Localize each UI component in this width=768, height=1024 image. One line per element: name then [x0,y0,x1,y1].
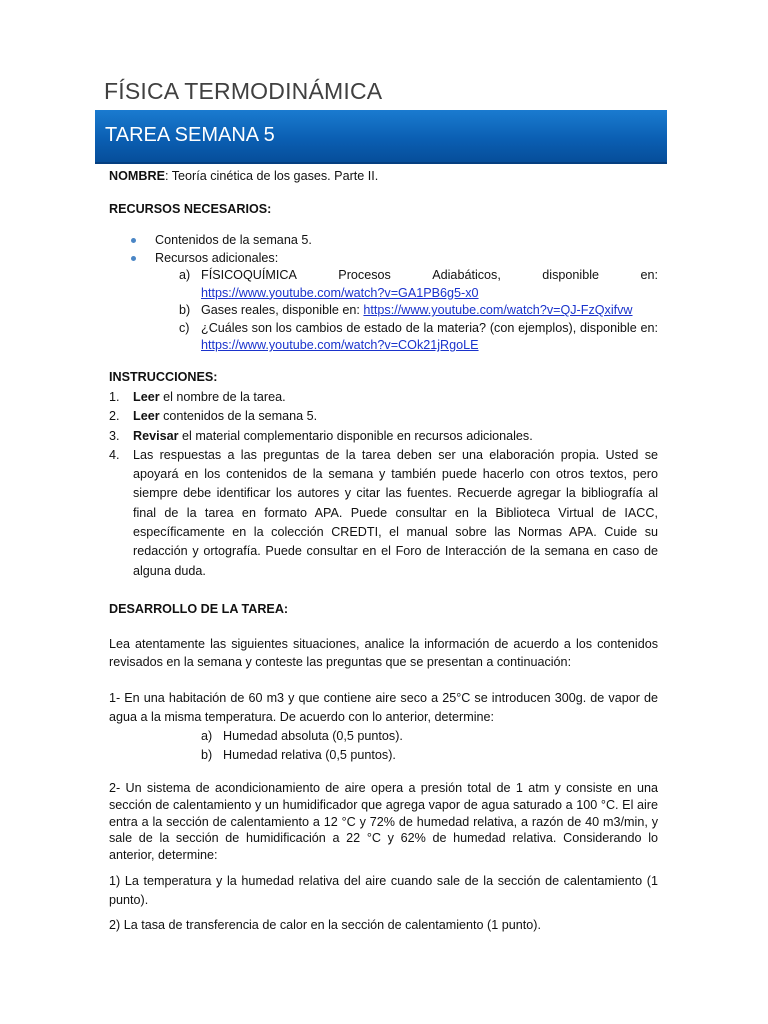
list-item [109,427,658,446]
word: en: [640,268,658,282]
item-marker: a) [201,729,213,744]
word: Procesos [338,268,391,282]
link-fisicoquimica[interactable]: https://www.youtube.com/watch?v=GA1PB6g5-x0 [201,285,479,300]
recursos-heading-text: RECURSOS NECESARIOS: [109,201,272,216]
recursos-list [109,232,658,267]
desarrollo-intro: Lea atentamente las siguientes situaciones, analice la información de acuerdo a los contenidos revisados en la semana y conteste las preguntas que se presentan a continuación: [109,637,658,669]
list-item [109,388,658,407]
instrucciones-heading-text: INSTRUCCIONES: [109,369,218,384]
bullet-text: Contenidos de la semana 5. [155,233,312,247]
question-2-item-1: 1) La temperatura y la humedad relativa del aire cuando sale de la sección de calentamiento (1 punto). [109,874,658,907]
list-item [179,267,658,302]
word: disponible [542,268,599,282]
item-marker: b) [179,303,191,317]
desarrollo-heading-text: DESARROLLO DE LA TAREA: [109,601,289,616]
nombre-label: NOMBRE [109,169,165,183]
item-bold: Leer [133,409,160,424]
item-text: Humedad relativa (0,5 puntos). [223,747,396,762]
item-bold: Revisar [133,428,179,443]
question-2-item-2: 2) La tasa de transferencia de calor en la sección de calentamiento (1 punto). [109,918,541,933]
document-body [109,168,658,935]
desarrollo-heading [109,601,658,619]
item-marker: 4. [109,447,120,462]
item-text: el nombre de la tarea. [159,390,286,404]
question-2: 2- Un sistema de acondicionamiento de aire opera a presión total de 1 atm y consiste en una sección de calentamiento y un humidificador que agrega vapor de agua saturado a 100 °C. El aire entra a la sección de calentamiento a 12 °C y 72% de humedad relativa, a razón de 40 m3/min, y sale de la sección de humidificación a 22 °C y 62% de humedad relativa. Considerando lo anterior, determine: [109,781,658,862]
page-title: FÍSICA TERMODINÁMICA [104,78,383,104]
item-text: Humedad absoluta (0,5 puntos). [223,729,403,744]
question-1-items [201,727,658,764]
item-a-text [201,267,658,285]
nombre-value: : Teoría cinética de los gases. Parte II. [164,169,379,183]
item-marker: 3. [109,428,120,443]
list-item [109,232,658,250]
item-text: contenidos de la semana 5. [159,409,318,424]
item-marker: c) [179,320,190,335]
bullet-icon [131,256,136,261]
word: FÍSICOQUÍMICA [201,268,297,282]
item-bold: Leer [133,390,160,404]
item-text: el material complementario disponible en recursos adicionales. [178,428,533,443]
word: Adiabáticos, [432,268,501,282]
item-marker: a) [179,268,191,282]
item-marker: 2. [109,409,120,424]
list-item [109,250,658,268]
item-text: ¿Cuáles son los cambios de estado de la materia? (con ejemplos), disponible en: [201,320,658,335]
list-item [109,446,658,581]
list-item [201,746,658,765]
item-marker: 1. [109,390,120,404]
item-text: Gases reales, disponible en: [201,303,364,317]
list-item [201,727,658,746]
link-gases-reales[interactable]: https://www.youtube.com/watch?v=QJ-FzQxifvw [363,303,633,317]
list-item [179,320,658,355]
item-text: Las respuestas a las preguntas de la tarea deben ser una elaboración propia. Usted se apoyará en los contenidos de la semana y también puede hacerlo con otros textos, pero siempre debe identificar los autores y citar las fuentes. Recuerde agregar la bibliografía al final de la tarea en formato APA. Puede consultar en la Biblioteca Virtual de IACC, específicamente en la colección CREDTI, el manual sobre las Normas APA. Cuide su redacción y ortografía. Puede consultar en el Foro de Interacción de la semana en caso de alguna duda. [133,447,658,578]
instrucciones-heading [109,369,658,387]
item-marker: b) [201,747,213,762]
bullet-text: Recursos adicionales: [155,250,279,265]
list-item [109,407,658,426]
recursos-heading [109,201,658,219]
link-cambios-estado[interactable]: https://www.youtube.com/watch?v=COk21jRgoLE [201,338,479,352]
instrucciones-list [109,388,658,581]
nombre-line [109,168,658,186]
question-1: 1- En una habitación de 60 m3 y que contiene aire seco a 25°C se introducen 300g. de vapor de agua a la misma temperatura. De acuerdo con lo anterior, determine: [109,691,658,725]
title-banner [95,110,667,164]
recursos-sublist [179,267,658,355]
list-item [179,302,658,320]
banner-title: TAREA SEMANA 5 [105,124,275,146]
bullet-icon [131,238,136,243]
